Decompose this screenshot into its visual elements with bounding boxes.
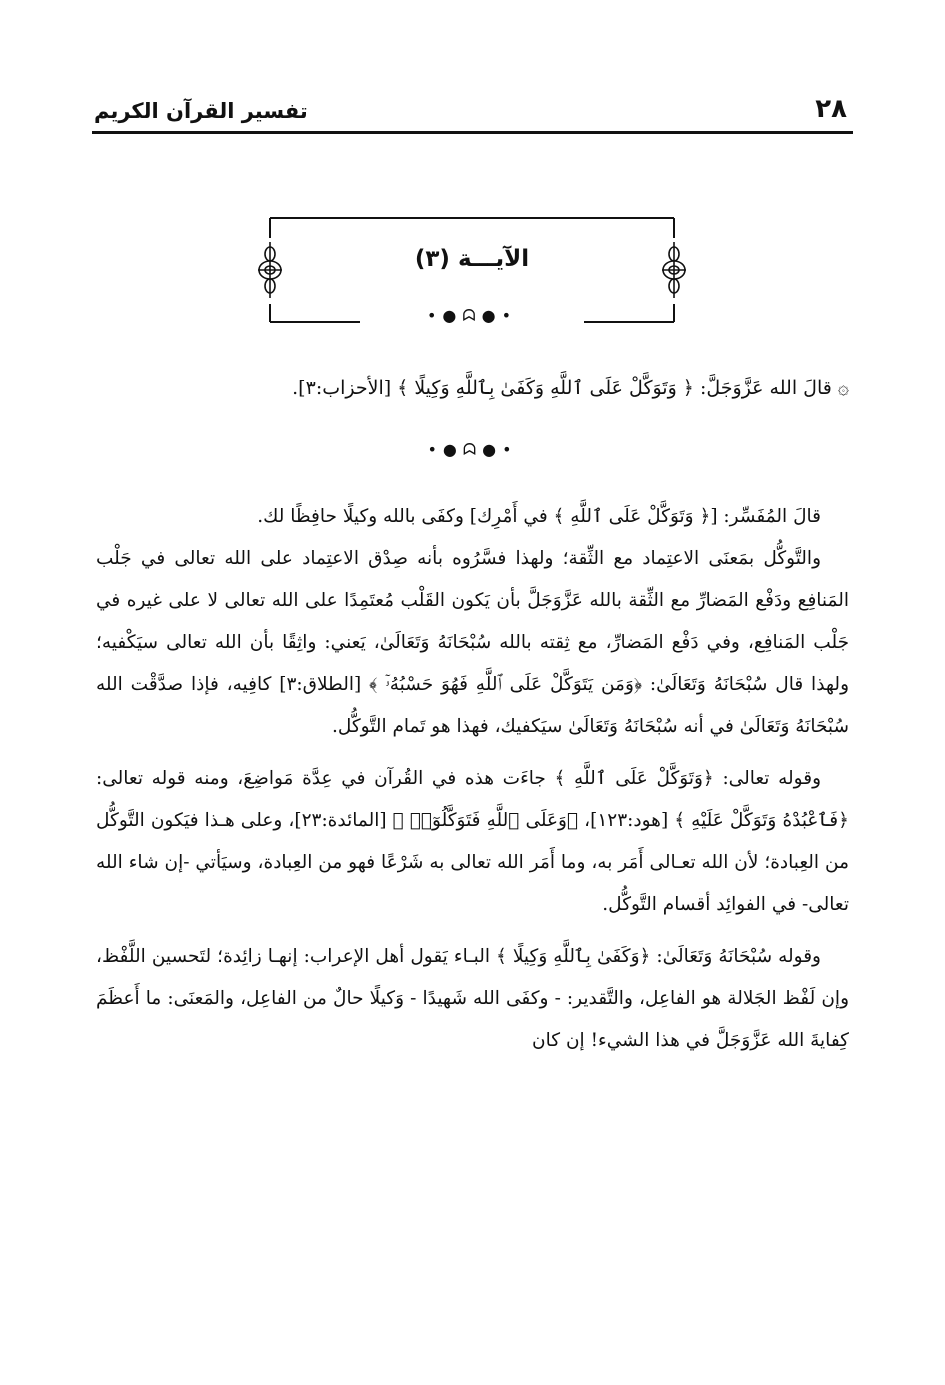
verse-heading-frame [252, 212, 692, 342]
paragraph-2: والتَّوكُّل بمَعنَى الاعتِماد مع الثِّقة؛ ولهذا فسَّرُوه بأنه صِدْق الاعتِماد على الله تعالى في جَلْب المَنافِع ودَفْع المَضارِّ مع الثِّقة بالله عَزَّوَجَلَّ بأن يَكون القَلْب مُعتَمِدًا على الله تعالى لا على غيره في جَلْب المَنافِع، وفي دَفْع المَضارِّ، مع ثِقته بالله سُبْحَانَهُ وَتَعَالَىٰ، يَعني: واثِقًا بأن الله تعالى سيَكْفيه؛ ولهذا قال سُبْحَانَهُ وَتَعَالَىٰ: ﴿وَمَن يَتَوَكَّلْ عَلَى ٱللَّهِ فَهُوَ حَسْبُهُۥٓ ﴾ [الطلاق:٣] كافِيه، فإذا صدَّقْت الله سُبْحَانَهُ وَتَعَالَىٰ في أنه سُبْحَانَهُ وَتَعَالَىٰ سيَكفيك، فهذا هو تَمام التَّوكُّل. [96, 548, 849, 737]
verse-quote [96, 368, 849, 408]
paragraph-1: قالَ المُفَسِّر: [﴿ وَتَوَكَّلْ عَلَى ٱللَّهِ ﴾ في أَمْرِك] وكفَى بالله وكيلًا حافِظًا لك. [257, 506, 821, 527]
heading-divider: •●ᗣ●• [426, 306, 518, 325]
paragraph-3: وقوله تعالى: ﴿وَتَوَكَّلْ عَلَى ٱللَّهِ ﴾ جاءَت هذه في القُرآن في عِدَّة مَواضِعَ، ومنه قوله تعالى: ﴿فَٱعْبُدْهُ وَتَوَكَّلْ عَلَيْهِ ﴾ [هود:١٢٣]، ﴿وَعَلَى ٱللَّهِ فَتَوَكَّلُوٓا۟ ﴾ [المائدة:٢٣]، وعلى هـذا فيَكون التَّوكُّل من العِبادة؛ لأن الله تعـالى أَمَر به، وما أَمَر الله تعالى به شَرْعًا فهو من العِبادة، وسيَأتي -إن شاء الله تعالى- في الفوائِد أقسام التَّوكُّل. [96, 768, 849, 915]
running-header [92, 92, 853, 132]
paragraph-4: وقوله سُبْحَانَهُ وَتَعَالَىٰ: ﴿وَكَفَىٰ بِٱللَّهِ وَكِيلًا ﴾ البـاء يَقول أهل الإعراب: إنهـا زائِدة؛ لتَحسين اللَّفْظ، وإن لَفْظ الجَلالة هو الفاعِل، والتَّقدير: - وكفَى الله شَهيدًا - وَكيلًا حالٌ من الفاعِل، والمَعنَى: ما أَعظَمَ كِفايةَ الله عَزَّوَجَلَّ في هذا الشيء! إن كان [96, 946, 849, 1051]
book-title: تفسير القرآن الكريم [94, 99, 308, 123]
header-rule [92, 131, 853, 134]
left-ornament-icon [258, 242, 282, 298]
commentary-body [96, 496, 849, 1062]
verse-text: قالَ الله عَزَّوَجَلَّ: ﴿ وَتَوَكَّلْ عَلَى ٱللَّهِ وَكَفَىٰ بِٱللَّهِ وَكِيلًا ﴾ [الأحزاب:٣]. [292, 377, 832, 399]
verse-heading: الآيـــة (٣) [414, 246, 530, 272]
verse-divider: •●ᗣ●• [427, 440, 518, 459]
rosette-icon: ۞ [837, 377, 849, 399]
page-number: ٢٨ [815, 94, 847, 124]
right-ornament-icon [662, 242, 686, 298]
